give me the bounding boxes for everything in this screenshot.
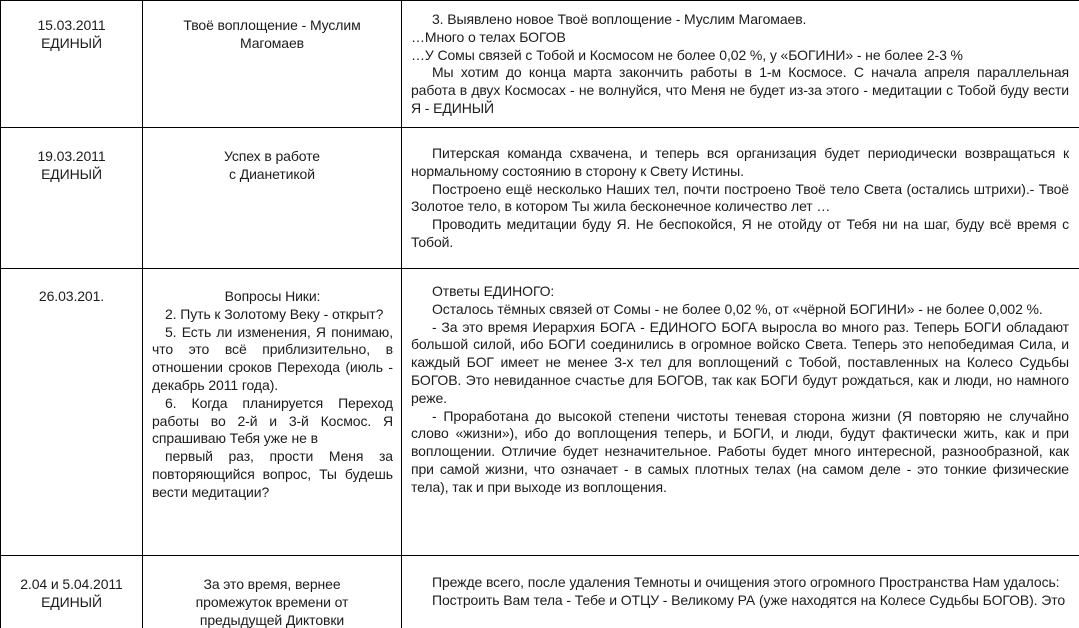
content-paragraph: - За это время Иерархия БОГА - ЕДИНОГО БОГА выросла во много раз. Теперь БОГИ обладают большой силой, ибо БОГИ соединились в огромное войско Света. Теперь это непобедимая Сила, и каждый БОГ имеет не менее 3-х тел для воплощений с Тобой, поставленных на Колесо Судьбы БОГОВ. Это невиданное счастье для БОГОВ, так как БОГИ будут рождаться, как и люди, но намного реже. <box>411 318 1069 406</box>
topic-line: Успех в работе <box>224 148 320 164</box>
content-cell <box>402 1 1079 128</box>
content-paragraph: Мы хотим до конца марта закончить работы в 1-м Космосе. С начала апреля параллельная работа в двух Космосах - не волнуйся, что Меня не будет из-за этого - медитации с Тобой буду вести Я - ЕДИНЫЙ <box>411 64 1069 116</box>
questions-cell <box>143 269 402 556</box>
table-row <box>1 1 1079 128</box>
date-line: 19.03.2011 <box>37 148 106 164</box>
topic-line: За это время, вернее <box>203 576 341 592</box>
content-cell <box>402 269 1079 556</box>
content-paragraph: Осталось тёмных связей от Сомы - не более 0,02 %, от «чёрной БОГИНИ» - не более 0,002 %. <box>432 300 1043 317</box>
table-row <box>1 128 1079 269</box>
questions-heading: Вопросы Ники: <box>224 288 321 304</box>
date-cell <box>1 269 143 556</box>
content-cell <box>402 556 1079 628</box>
content-paragraph: Проводить медитации буду Я. Не беспокойся, Я не отойду от Тебя ни на шаг, буду всё время с Тобой. <box>411 216 1069 250</box>
content-paragraph: Прежде всего, после удаления Темноты и очищения этого огромного Пространства Нам удалось: <box>432 574 1060 590</box>
question-paragraph: первый раз, прости Меня за повторяющийся вопрос, Ты будешь вести медитации? <box>152 448 393 500</box>
date-cell <box>1 556 143 628</box>
content-paragraph: Построить Вам тела - Тебе и ОТЦУ - Великому РА (уже находятся на Колесе Судьбы БОГОВ). Это <box>432 591 1066 608</box>
dictator-line: ЕДИНЫЙ <box>41 165 102 182</box>
content-paragraph: Построено ещё несколько Наших тел, почти построено Твоё тело Света (остались штрихи).- Твоё Золотое тело, в котором Ты жила бесконечное количество лет … <box>411 180 1069 215</box>
date-cell <box>1 1 143 128</box>
topic-line: Твоё воплощение - Муслим <box>183 17 361 33</box>
topic-line: предыдущей Диктовки <box>199 611 345 628</box>
dictator-line: ЕДИНЫЙ <box>41 593 102 610</box>
topic-line: промежуток времени от <box>195 593 349 610</box>
content-paragraph: Ответы ЕДИНОГО: <box>432 283 555 299</box>
content-paragraph: Питерская команда схвачена, и теперь вся организация будет периодически возвращаться к нормальному состоянию в сторону к Свету Истины. <box>411 145 1069 179</box>
question-paragraph: 5. Есть ли изменения, Я понимаю, что это всё приблизительно, в отношении сроков Перехода (июль - декабрь 2011 года). <box>152 323 393 393</box>
table-row <box>1 556 1079 628</box>
date-cell <box>1 128 143 269</box>
topic-line: с Дианетикой <box>229 165 315 182</box>
content-paragraph: …Много о телах БОГОВ <box>411 28 566 45</box>
question-paragraph: 6. Когда планируется Переход работы во 2-й и 3-й Космос. Я спрашиваю Тебя уже не в <box>152 394 393 447</box>
content-paragraph: - Проработана до высокой степени чистоты теневая сторона жизни (Я повторяю не случайно слово «жизни»), ибо до воплощения теперь, и БОГИ, и люди, будут фактически жить, как и при воплощении. Отличие будет незначительное. Работы будет много интересной, разнообразной, как при самой жизни, что означает - в самых плотных телах (на самом деле - это тонкие физические тела), так и при выходе из воплощения. <box>411 407 1069 495</box>
date-line: 26.03.201. <box>38 288 105 304</box>
dictator-line: ЕДИНЫЙ <box>41 34 102 51</box>
date-line: 2.04 и 5.04.2011 <box>20 576 123 592</box>
date-line: 15.03.2011 <box>37 17 106 33</box>
topic-line: Магомаев <box>239 34 305 51</box>
content-paragraph: 3. Выявлено новое Твоё воплощение - Муслим Магомаев. <box>432 11 807 27</box>
table-row <box>1 269 1079 556</box>
content-cell <box>402 128 1079 269</box>
topic-cell <box>143 556 402 628</box>
content-paragraph: …У Сомы связей с Тобой и Космосом не более 0,02 %, у «БОГИНИ» - не более 2-3 % <box>411 46 963 63</box>
topic-cell <box>143 128 402 269</box>
question-paragraph: 2. Путь к Золотому Веку - открыт? <box>165 305 384 322</box>
topic-cell <box>143 1 402 128</box>
